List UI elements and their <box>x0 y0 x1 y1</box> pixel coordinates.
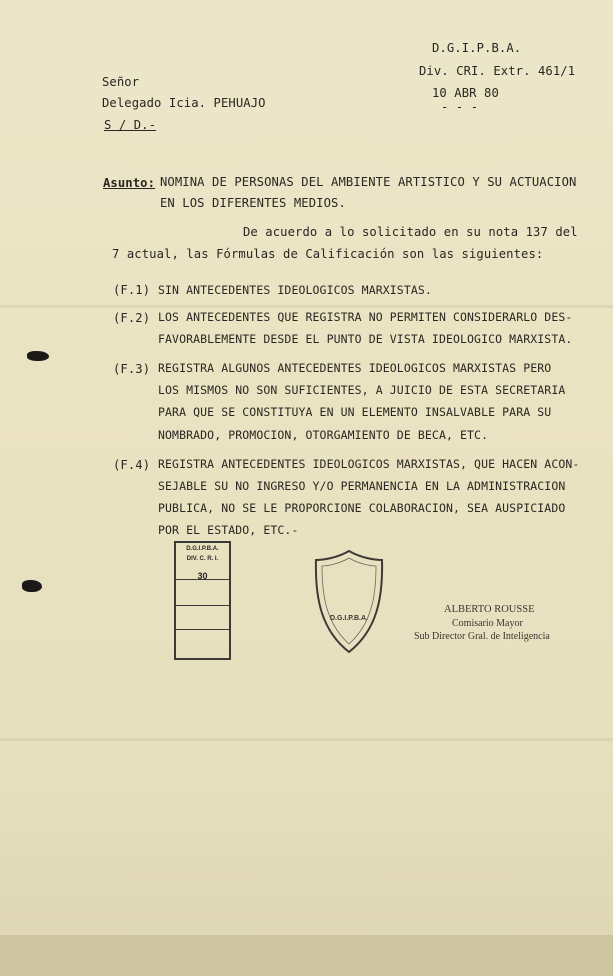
stamp-rule <box>176 579 229 580</box>
signature-title: Sub Director Gral. de Inteligencia <box>414 631 550 642</box>
signature-name: ALBERTO ROUSSE <box>444 604 535 615</box>
reference-line-1: D.G.I.P.B.A. <box>432 41 522 55</box>
formula-1-line-1: SIN ANTECEDENTES IDEOLOGICOS MARXISTAS. <box>158 283 432 297</box>
paper-fold <box>0 305 613 308</box>
formula-code-3: (F.3) <box>113 362 151 376</box>
stamp-number: 30 <box>197 571 208 581</box>
formula-3-line-1: REGISTRA ALGUNOS ANTECEDENTES IDEOLOGICOS MARXISTAS PERO <box>158 361 552 375</box>
registry-stamp <box>174 541 231 660</box>
formula-3-line-4: NOMBRADO, PROMOCION, OTORGAMIENTO DE BECA, ETC. <box>158 428 489 442</box>
formula-3-line-3: PARA QUE SE CONSTITUYA EN UN ELEMENTO INSALVABLE PARA SU <box>158 405 552 419</box>
torn-bottom-edge <box>0 935 613 976</box>
formula-code-1: (F.1) <box>113 283 151 297</box>
intro-line-1: De acuerdo a lo solicitado en su nota 137 del <box>243 225 578 239</box>
formula-4-line-1: REGISTRA ANTECEDENTES IDEOLOGICOS MARXISTAS, QUE HACEN ACON- <box>158 457 580 471</box>
subject-line-1: NOMINA DE PERSONAS DEL AMBIENTE ARTISTICO Y SU ACTUACION <box>160 175 577 189</box>
stamp-header-1: D.G.I.P.B.A. <box>186 546 219 552</box>
signature-rank: Comisario Mayor <box>452 618 523 629</box>
formula-4-line-3: PUBLICA, NO SE LE PROPORCIONE COLABORACION, SEA AUSPICIADO <box>158 501 566 515</box>
addressee-line-1: Señor <box>102 75 140 89</box>
stamp-rule <box>176 605 229 606</box>
seal-text: D.G.I.P.B.A. <box>330 615 368 622</box>
reference-date: 10 ABR 80 <box>432 86 499 100</box>
formula-code-4: (F.4) <box>113 458 151 472</box>
addressee-line-3: S / D.- <box>104 118 157 132</box>
reference-line-2: Div. CRI. Extr. 461/1 <box>419 64 576 78</box>
subject-label: Asunto: <box>103 176 156 190</box>
formula-3-line-2: LOS MISMOS NO SON SUFICIENTES, A JUICIO DE ESTA SECRETARIA <box>158 383 566 397</box>
ink-blot <box>22 580 42 592</box>
reference-dashes: - - - <box>441 100 479 114</box>
formula-2-line-1: LOS ANTECEDENTES QUE REGISTRA NO PERMITEN CONSIDERARLO DES- <box>158 310 573 324</box>
stamp-header-2: DIV. C. R. I. <box>186 556 219 562</box>
stamp-rule <box>176 629 229 630</box>
formula-2-line-2: FAVORABLEMENTE DESDE EL PUNTO DE VISTA IDEOLOGICO MARXISTA. <box>158 332 573 346</box>
paper-fold <box>0 738 613 741</box>
ink-blot <box>27 351 49 361</box>
addressee-line-2: Delegado Icia. PEHUAJO <box>102 96 266 110</box>
formula-code-2: (F.2) <box>113 311 151 325</box>
formula-4-line-4: POR EL ESTADO, ETC.- <box>158 523 299 537</box>
shield-seal-icon <box>313 548 385 656</box>
intro-line-2: 7 actual, las Fórmulas de Calificación son las siguientes: <box>112 247 544 261</box>
subject-line-2: EN LOS DIFERENTES MEDIOS. <box>160 196 346 210</box>
formula-4-line-2: SEJABLE SU NO INGRESO Y/O PERMANENCIA EN LA ADMINISTRACION <box>158 479 566 493</box>
